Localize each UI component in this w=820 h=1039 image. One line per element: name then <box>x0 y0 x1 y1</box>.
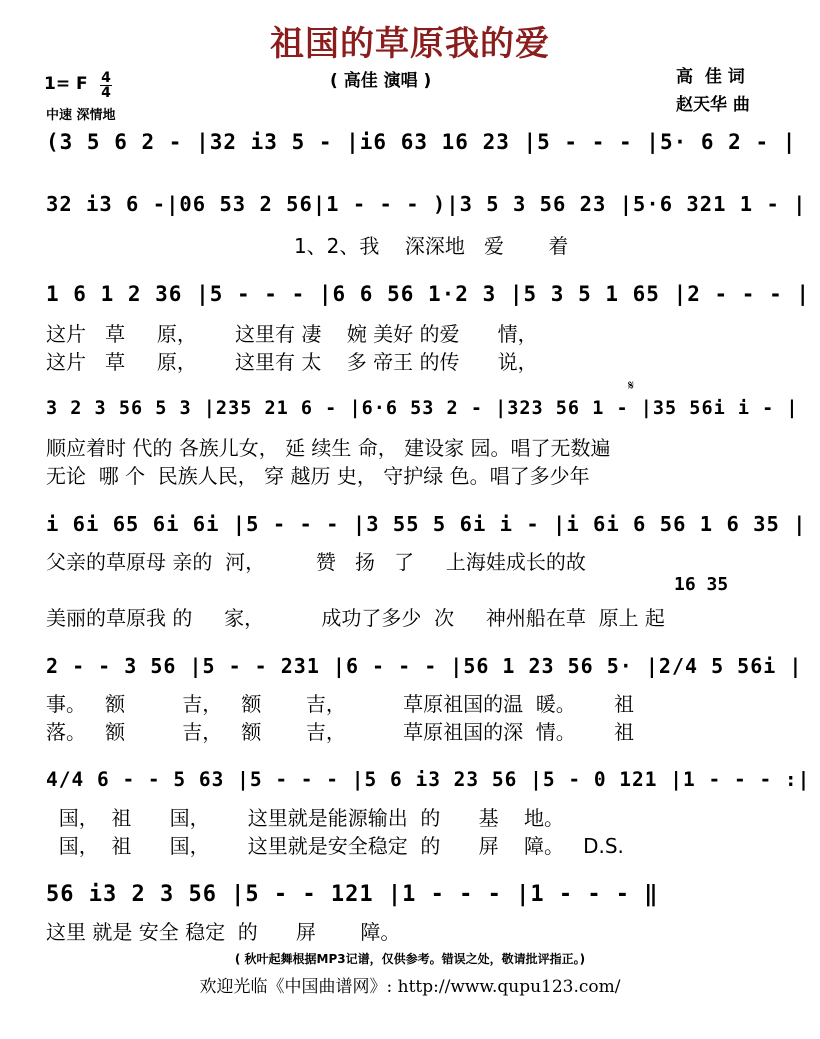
time-signature-bottom: 4 <box>101 85 111 101</box>
transcription-note: ( 秋叶起舞根据MP3记谱，仅供参考。错误之处，敬请批评指正。) <box>234 952 586 966</box>
lyric-line-7a: 国， 祖 国， 这里就是能源输出 的 基 地。 <box>46 806 565 830</box>
tempo-marking: 中速 深情地 <box>46 108 116 123</box>
segno-sign: 𝄋 <box>628 378 635 394</box>
lyric-line-5a: 父亲的草原母 亲的 河， 赞 扬 了 上海娃成长的故 <box>46 550 586 574</box>
lyric-line-2a: 1、2、我 深深地 爱 着 <box>46 234 569 258</box>
alternate-notes: 16 35 <box>674 574 729 595</box>
lyric-line-3a: 这片 草 原， 这里有 凄 婉 美好 的爱 情， <box>46 322 538 346</box>
time-signature <box>100 71 112 100</box>
lyric-line-7b: 国， 祖 国， 这里就是安全稳定 的 屏 障。 D.S. <box>46 834 624 858</box>
notation-line-3: 1 6 1 2 36 |5 - - - |6 6 56 1·2 3 |5 3 5 1 65 |2 - - - | <box>46 282 811 306</box>
notation-line-1: (3 5 6 2 - |32 i3 5 - |i6 63 16 23 |5 - - - |5· 6 2 - | <box>46 130 797 154</box>
notation-line-8: 56 i3 2 3 56 |5 - - 121 |1 - - - |1 - - - ‖ <box>46 882 659 907</box>
lyric-line-5b: 美丽的草原我 的 家， 成功了多少 次 神州船在草 原上 起 <box>46 606 665 630</box>
key-signature: 1= F <box>44 74 88 94</box>
lyric-line-4b: 无论 哪 个 民族人民， 穿 越历 史， 守护绿 色。唱了多少年 <box>46 464 590 488</box>
lyric-line-4a: 顺应着时 代的 各族儿女， 延 续生 命， 建设家 园。唱了无数遍 <box>46 436 611 460</box>
singer-credit: ( 高佳 演唱 ) <box>330 71 432 91</box>
website-welcome: 欢迎光临《中国曲谱网》: http://www.qupu123.com/ <box>199 977 621 997</box>
song-title: 祖国的草原我的爱 <box>270 24 550 64</box>
lyric-line-8a: 这里 就是 安全 稳定 的 屏 障。 <box>46 920 401 944</box>
notation-line-4: 3 2 3 56 5 3 |235 21 6 - |6·6 53 2 - |323 56 1 - |35 56i i - | <box>46 398 799 419</box>
lyric-line-6a: 事。 额 吉， 额 吉， 草原祖国的温 暖。 祖 <box>46 692 634 716</box>
notation-line-2: 32 i3 6 -|06 53 2 56|1 - - - )|3 5 3 56 23 |5·6 321 1 - | <box>46 192 807 216</box>
composer-credit: 赵天华 曲 <box>676 95 750 115</box>
lyricist-credit: 高 佳 词 <box>676 67 745 87</box>
notation-line-7: 4/4 6 - - 5 63 |5 - - - |5 6 i3 23 56 |5 - 0 121 |1 - - - :| <box>46 768 811 791</box>
lyric-line-6b: 落。 额 吉， 额 吉， 草原祖国的深 情。 祖 <box>46 720 634 744</box>
lyric-line-3b: 这片 草 原， 这里有 太 多 帝王 的传 说， <box>46 350 538 374</box>
notation-line-6: 2 - - 3 56 |5 - - 231 |6 - - - |56 1 23 56 5· |2/4 5 56i | <box>46 654 803 678</box>
time-signature-top: 4 <box>101 70 111 86</box>
notation-line-5: i 6i 65 6i 6i |5 - - - |3 55 5 6i i - |i 6i 6 56 1 6 35 | <box>46 512 807 536</box>
